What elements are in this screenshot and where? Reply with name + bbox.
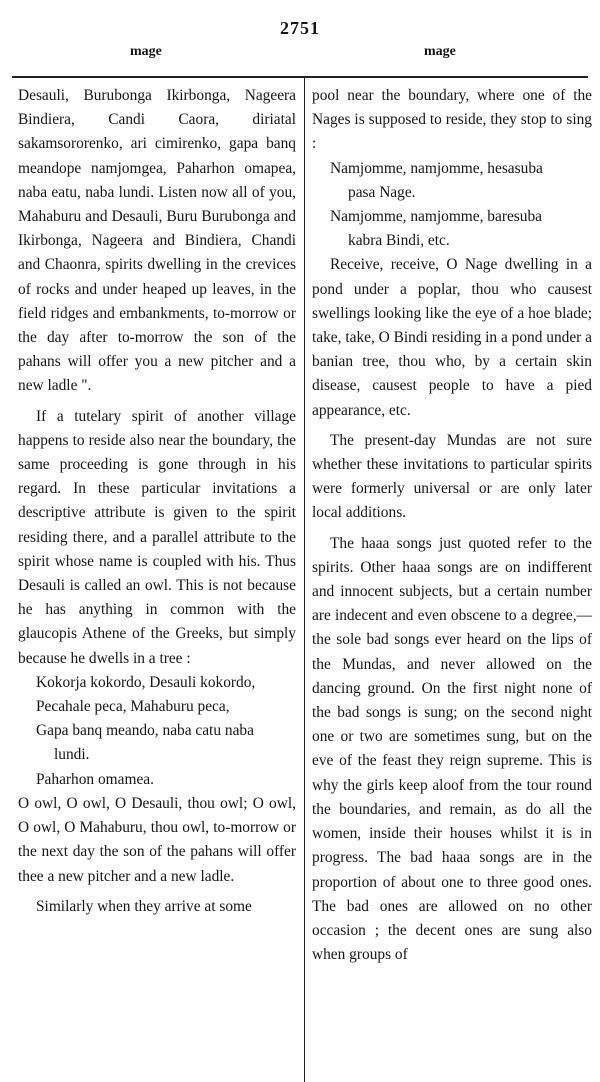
verse-line: Pecahale peca, Mahaburu peca, — [36, 698, 230, 716]
verse-line: Paharhon omamea. — [36, 770, 154, 788]
paragraph: pool near the boundary, where one of the Nages is supposed to reside, they stop to sing : — [312, 87, 592, 153]
column-divider — [304, 78, 305, 1082]
verse-line: pasa Nage. — [348, 183, 416, 201]
verse-line: Namjomme, namjomme, baresuba — [330, 208, 542, 226]
right-column — [312, 84, 592, 967]
verse-line: Kokorja kokordo, Desauli kokordo, — [36, 673, 256, 691]
verse-line: kabra Bindi, etc. — [348, 232, 450, 250]
page-number: 2751 — [280, 18, 320, 38]
paragraph: The present-day Mundas are not sure whether these invitations to particular spirits were formerly universal or are only later local additions. — [312, 431, 592, 522]
verse-line: Gapa banq meando, naba catu naba — [36, 722, 254, 740]
paragraph: The haaa songs just quoted refer to the spirits. Other haaa songs are on indifferent and innocent subjects, but a certain number are indecent and even obscene to a degree,—the sole bad songs ever heard on the lips of the Mundas, and never allowed on the dancing ground. On the first night none of the bad songs is sung; on the second night one or two are sometimes sung, but on the eve of the feast they reign supreme. This is why the girls keep aloof from the tour round the boundaries, and remain, as do all the women, inside their houses whilst it is in progress. The bad haaa songs are in the proportion of about one to three good ones. The bad ones are allowed on no other occasion ; the decent ones are sung also when groups of — [312, 534, 592, 964]
header-rule — [12, 76, 588, 78]
verse-line: lundi. — [54, 746, 90, 764]
verse-line: Namjomme, namjomme, hesasuba — [330, 159, 543, 177]
paragraph: Similarly when they arrive at some — [36, 897, 252, 915]
left-column — [18, 84, 296, 919]
paragraph: O owl, O owl, O Desauli, thou owl; O owl, O owl, O Mahaburu, thou owl, to-morrow or the next day the son of the pahans will offer thee a new pitcher and a new ladle. — [18, 794, 296, 885]
paragraph: Desauli, Burubonga Ikirbonga, Nageera Bindiera, Candi Caora, diriatal sakamsororenko, ari cimirenko, gapa banq meandope namjomgea, Paharhon omapea, naba eatu, naba lundi. Listen now all of you, Mahaburu and Desauli, Buru Burubonga and Ikirbonga, Nageera and Bindiera, Chandi and Chaonra, spirits dwelling in the crevices of rocks and under heaped up leaves, in the field ridges and embankments, to-morrow or the day after to-morrow the son of the pahans will offer you a new pitcher and a new ladle ". — [18, 87, 296, 395]
paragraph: If a tutelary spirit of another village happens to reside also near the boundary, the same proceeding is gone through in his regard. In these particular invitations a descriptive attribute is given to the spirit residing there, and a parallel attribute to the spirit whose name is coupled with his. Thus Desauli is called an owl. This is not because he has anything in common with the glaucopis Athene of the Greeks, but simply because he dwells in a tree : — [18, 407, 296, 667]
paragraph: Receive, receive, O Nage dwelling in a pond under a poplar, thou who causest swellings looking like the eye of a hoe blade; take, take, O Bindi residing in a pond under a banian tree, thou who, by a certain skin disease, causest people to have a pied appearance, etc. — [312, 256, 592, 419]
running-header-left: mage — [130, 44, 162, 59]
running-header-right: mage — [424, 44, 456, 59]
